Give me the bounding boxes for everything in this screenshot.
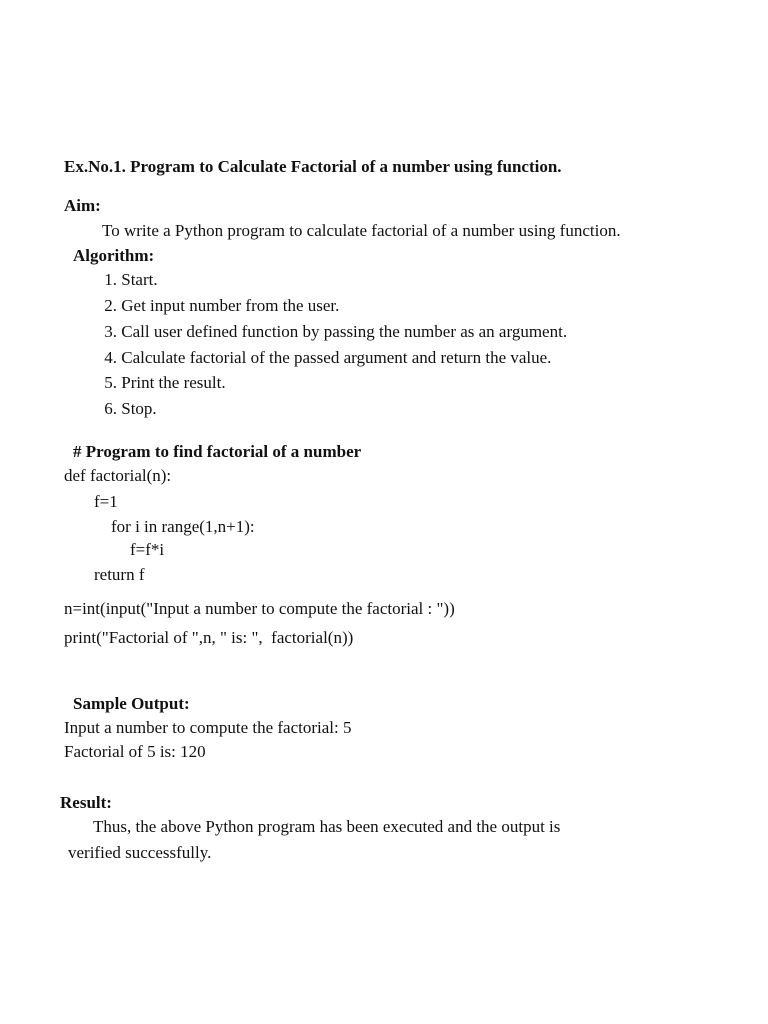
aim-heading: Aim: xyxy=(64,196,101,215)
exercise-title: Ex.No.1. Program to Calculate Factorial of a number using function. xyxy=(64,157,562,176)
algorithm-step xyxy=(99,373,226,393)
algorithm-step xyxy=(99,296,339,316)
step-text: Start. xyxy=(121,270,158,289)
sample-output-heading: Sample Output: xyxy=(73,694,190,713)
code-line: f=1 xyxy=(94,492,118,511)
algorithm-step xyxy=(99,348,551,368)
step-number: 5. xyxy=(104,373,117,392)
step-text: Get input number from the user. xyxy=(121,296,340,315)
step-text: Print the result. xyxy=(121,373,226,392)
step-number: 4. xyxy=(104,348,117,367)
step-number: 3. xyxy=(104,322,117,341)
aim-text: To write a Python program to calculate factorial of a number using function. xyxy=(102,221,621,240)
algorithm-step xyxy=(99,270,158,290)
code-line: for i in range(1,n+1): xyxy=(111,517,255,536)
code-line: f=f*i xyxy=(130,540,165,559)
algorithm-heading: Algorithm: xyxy=(73,246,155,265)
output-line: Input a number to compute the factorial: 5 xyxy=(64,718,352,737)
step-number: 1. xyxy=(104,270,117,289)
result-text-line-1: Thus, the above Python program has been executed and the output is xyxy=(93,817,561,836)
result-text-line-2: verified successfully. xyxy=(68,843,212,862)
code-line: print("Factorial of ",n, " is: ", factorial(n)) xyxy=(64,628,354,647)
step-text: Call user defined function by passing the number as an argument. xyxy=(121,322,568,341)
output-line: Factorial of 5 is: 120 xyxy=(64,742,206,761)
result-heading: Result: xyxy=(60,793,112,812)
program-comment: # Program to find factorial of a number xyxy=(73,442,362,461)
code-line: return f xyxy=(94,565,145,584)
code-line: n=int(input("Input a number to compute the factorial : ")) xyxy=(64,599,455,618)
step-number: 2. xyxy=(104,296,117,315)
step-number: 6. xyxy=(104,399,117,418)
algorithm-step xyxy=(99,322,567,342)
step-text: Stop. xyxy=(121,399,157,418)
step-text: Calculate factorial of the passed argument and return the value. xyxy=(121,348,552,367)
code-line: def factorial(n): xyxy=(64,466,172,485)
algorithm-step xyxy=(99,399,157,419)
